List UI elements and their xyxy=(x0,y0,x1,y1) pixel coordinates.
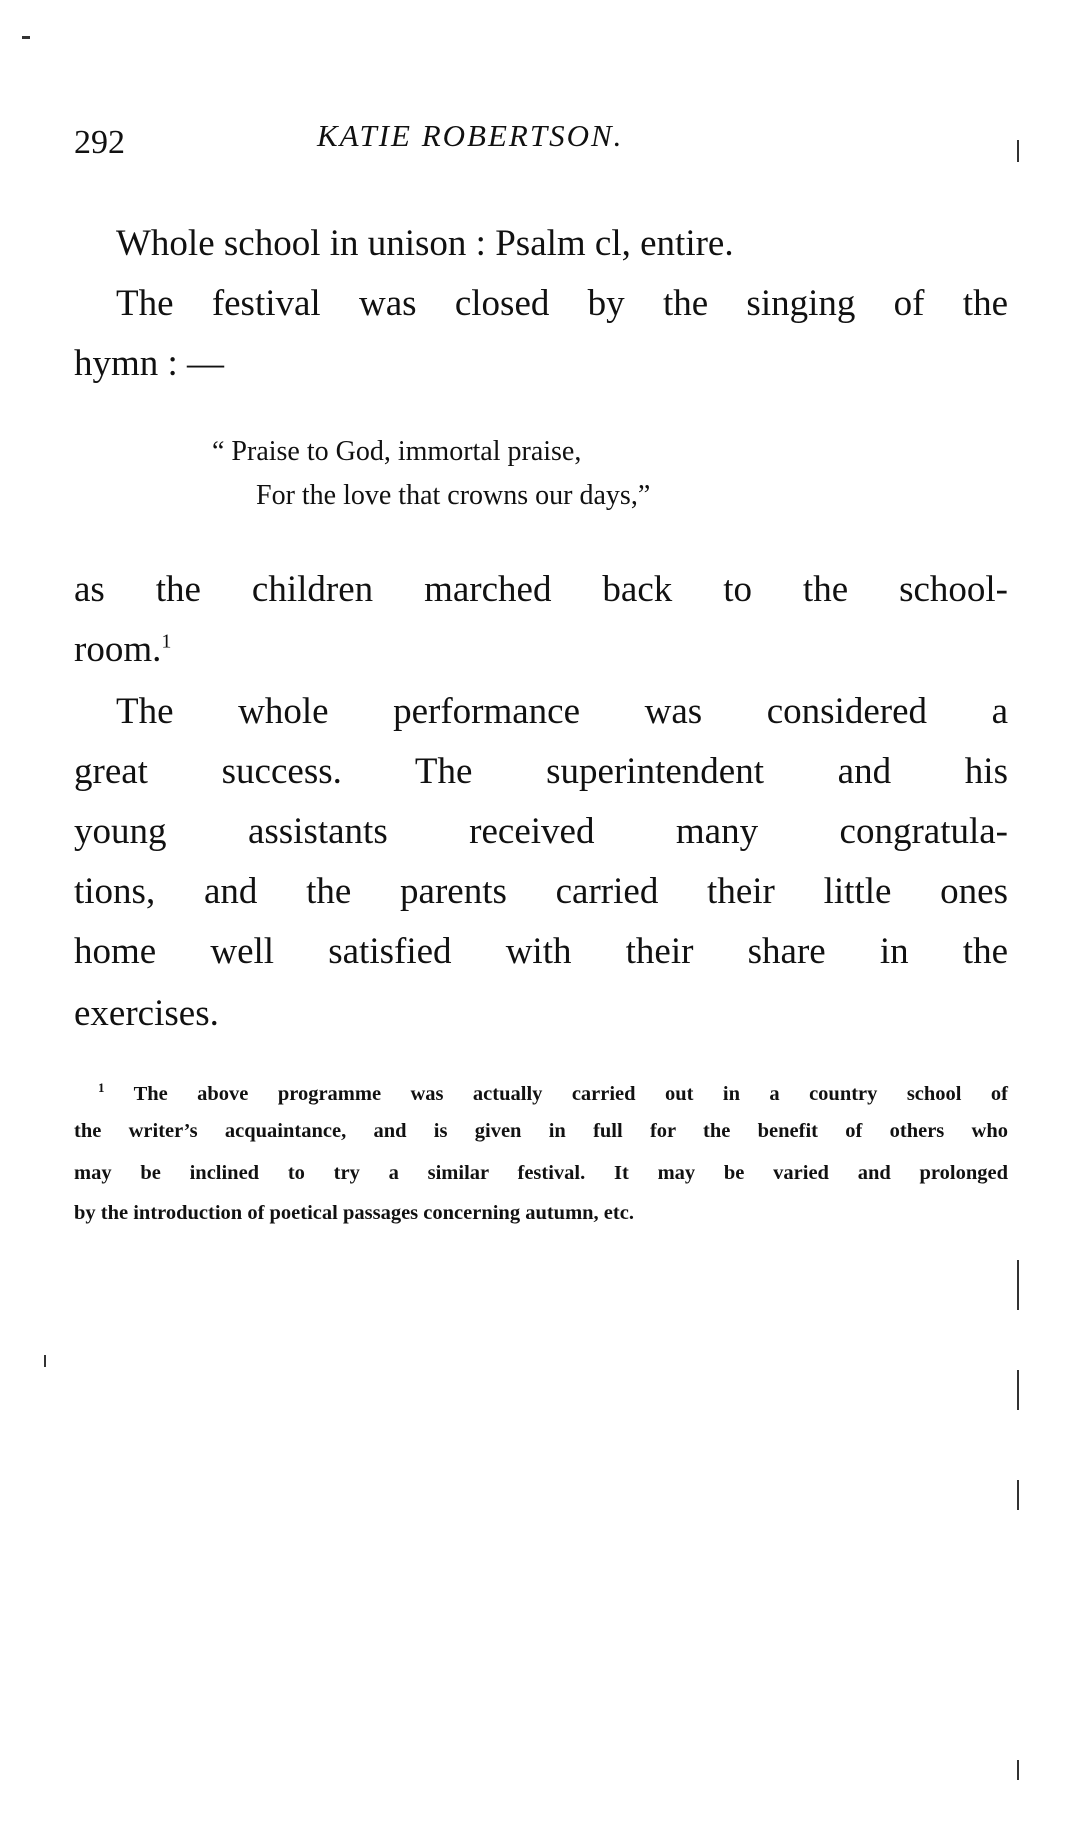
footnote-line xyxy=(98,1080,1008,1106)
scan-artifact xyxy=(1017,1480,1019,1510)
body-text: room. xyxy=(74,629,162,670)
body-line: The whole performance was considered a xyxy=(116,691,1008,732)
footnote-line: by the introduction of poetical passages concerning autumn, etc. xyxy=(74,1202,634,1224)
footnote-ref: 1 xyxy=(161,630,172,653)
body-line: home well satisfied with their share in the xyxy=(74,931,1008,972)
scan-artifact xyxy=(1017,1260,1019,1310)
scan-artifact xyxy=(44,1355,46,1367)
body-line: Whole school in unison : Psalm cl, entire. xyxy=(116,223,734,264)
body-line: exercises. xyxy=(74,993,219,1034)
scan-artifact xyxy=(1017,140,1019,162)
scan-artifact xyxy=(1017,1760,1019,1780)
body-line xyxy=(74,628,1008,671)
body-line: great success. The superintendent and his xyxy=(74,751,1008,792)
footnote-marker: 1 xyxy=(98,1080,105,1095)
footnote-text: The above programme was actually carried out in a country school of xyxy=(133,1082,1008,1105)
page-number: 292 xyxy=(74,124,125,161)
footnote-line: the writer’s acquaintance, and is given in full for the benefit of others who xyxy=(74,1120,1008,1142)
body-line: as the children marched back to the school- xyxy=(74,569,1008,610)
verse-line: For the love that crowns our days,” xyxy=(256,480,651,511)
running-title: KATIE ROBERTSON. xyxy=(317,118,624,153)
body-line: The festival was closed by the singing of the xyxy=(116,283,1008,324)
footnote-line: may be inclined to try a similar festival. It may be varied and prolonged xyxy=(74,1162,1008,1184)
body-line: young assistants received many congratula- xyxy=(74,811,1008,852)
body-line: tions, and the parents carried their little ones xyxy=(74,871,1008,912)
verse-line: “ Praise to God, immortal praise, xyxy=(212,436,582,467)
scan-artifact xyxy=(1017,1370,1019,1410)
body-line: hymn : — xyxy=(74,343,225,384)
scan-artifact xyxy=(22,36,30,39)
